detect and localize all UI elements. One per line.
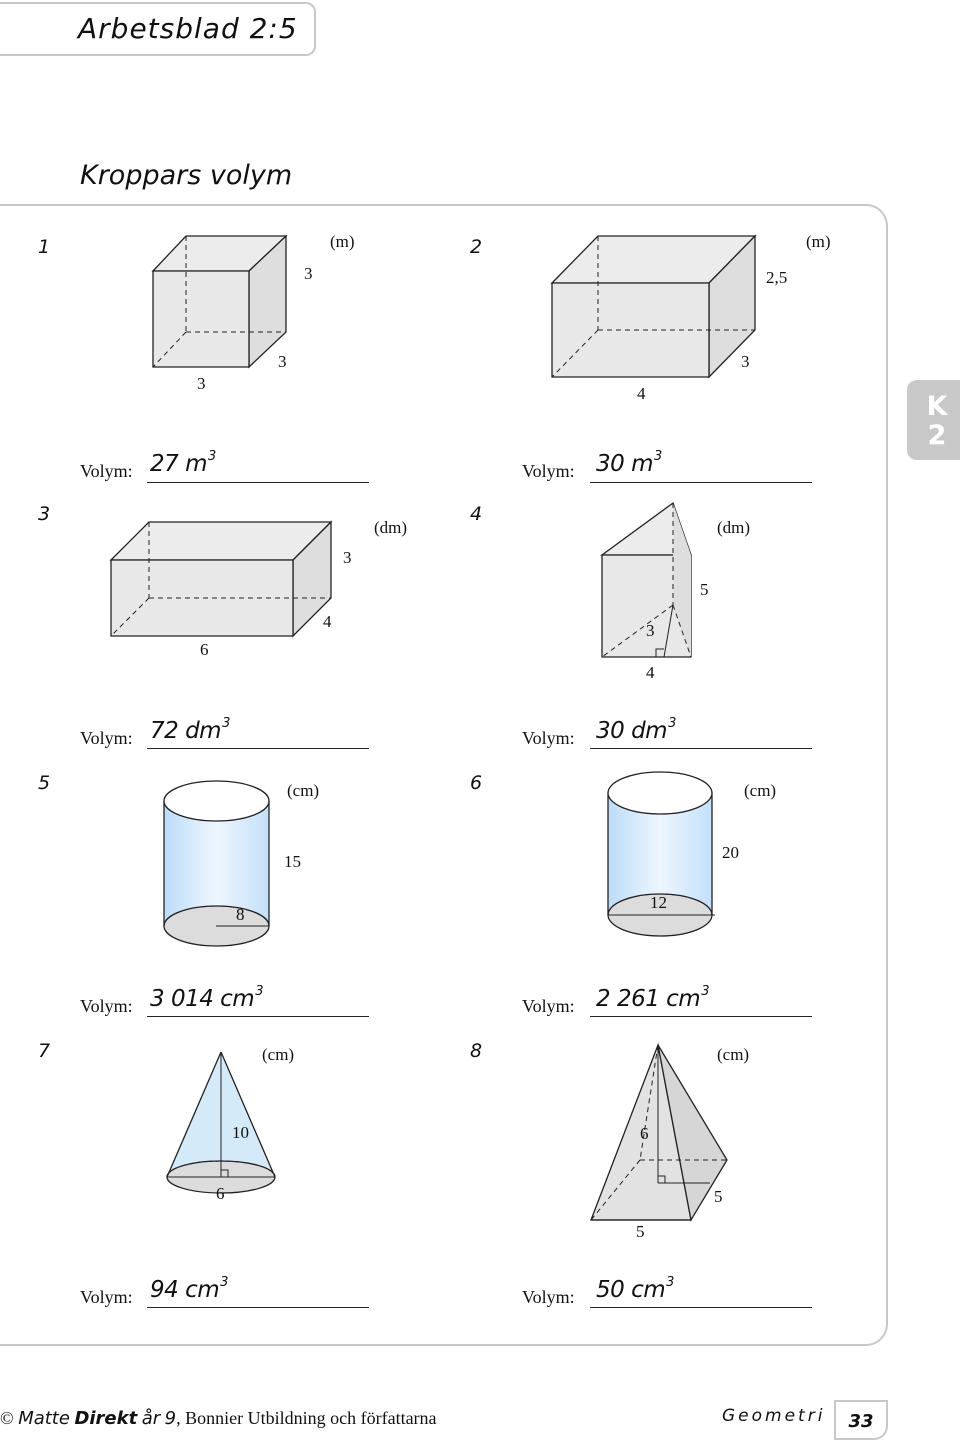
problem-5-answer: 3 014 $cm^3$ bbox=[150, 984, 263, 1012]
problem-7-height-label: 10 bbox=[232, 1123, 249, 1142]
problem-1-depth-label: 3 bbox=[278, 352, 287, 371]
problem-1-height-label: 3 bbox=[304, 264, 313, 283]
problem-8-side-label: 5 bbox=[714, 1187, 723, 1206]
problem-8-volume-label: Volym: bbox=[522, 1287, 575, 1307]
problem-8-unit: (cm) bbox=[717, 1045, 750, 1064]
problem-3-height-label: 3 bbox=[343, 548, 352, 567]
problem-5-height-label: 15 bbox=[284, 852, 301, 871]
footer-copyright: © Matte Direkt år 9, Bonnier Utbildning och författarna bbox=[0, 1408, 437, 1429]
problem-2-volume-label: Volym: bbox=[522, 461, 575, 481]
problem-3-answer: 72 $dm^3$ bbox=[150, 716, 230, 744]
page-number: 33 bbox=[848, 1411, 874, 1432]
problem-4-number: 4 bbox=[470, 503, 483, 525]
problem-6-height-label: 20 bbox=[722, 843, 739, 862]
problem-5-volume-label: Volym: bbox=[80, 996, 133, 1016]
problem-1-unit: (m) bbox=[330, 232, 355, 251]
problem-1-number: 1 bbox=[38, 236, 51, 258]
problem-3-volume-label: Volym: bbox=[80, 728, 133, 748]
problem-3-number: 3 bbox=[38, 503, 51, 525]
problem-8-height-label: 6 bbox=[640, 1124, 649, 1143]
problem-4-answer: 30 $dm^3$ bbox=[596, 716, 676, 744]
footer-subject: Geometri bbox=[722, 1406, 826, 1426]
page-heading: Kroppars volym bbox=[80, 160, 293, 191]
problem-6-answer: 2 261 $cm^3$ bbox=[596, 984, 709, 1012]
problem-7-unit: (cm) bbox=[262, 1045, 295, 1064]
chapter-tab-label: K 2 bbox=[926, 391, 948, 451]
problem-3-depth-label: 4 bbox=[323, 612, 332, 631]
problem-4-volume-label: Volym: bbox=[522, 728, 575, 748]
problem-8-number: 8 bbox=[470, 1040, 483, 1062]
problem-4-base-label: 4 bbox=[646, 663, 655, 682]
problem-8-answer: 50 $cm^3$ bbox=[596, 1275, 674, 1303]
problem-6-unit: (cm) bbox=[744, 781, 777, 800]
problem-1-answer: 27 $m^3$ bbox=[150, 449, 216, 477]
problem-3-unit: (dm) bbox=[374, 518, 408, 537]
problem-6-volume-label: Volym: bbox=[522, 996, 575, 1016]
problem-8-answer-line bbox=[590, 1307, 812, 1308]
problem-7-volume-label: Volym: bbox=[80, 1287, 133, 1307]
problem-7-answer: 94 $cm^3$ bbox=[150, 1275, 228, 1303]
problem-5-unit: (cm) bbox=[287, 781, 320, 800]
problem-4-length-label: 5 bbox=[700, 580, 709, 599]
problem-5-radius-label: 8 bbox=[236, 905, 245, 924]
problem-2-width-label: 4 bbox=[637, 384, 646, 403]
problem-2-answer: 30 $m^3$ bbox=[596, 449, 662, 477]
worksheet-title: Arbetsblad 2:5 bbox=[78, 12, 298, 45]
problem-2-height-label: 2,5 bbox=[766, 268, 788, 287]
problem-7-number: 7 bbox=[38, 1040, 51, 1062]
problem-5-number: 5 bbox=[38, 772, 51, 794]
problem-6-diameter-label: 12 bbox=[650, 893, 667, 912]
problem-2-depth-label: 3 bbox=[741, 352, 750, 371]
problem-4-height-label: 3 bbox=[646, 621, 655, 640]
problem-1-width-label: 3 bbox=[197, 374, 206, 393]
problem-8-base-label: 5 bbox=[636, 1222, 645, 1241]
problem-7-diameter-label: 6 bbox=[216, 1184, 225, 1203]
problem-1-volume-label: Volym: bbox=[80, 461, 133, 481]
problem-6-number: 6 bbox=[470, 772, 483, 794]
problem-2-number: 2 bbox=[470, 236, 483, 258]
problem-2-unit: (m) bbox=[806, 232, 831, 251]
problem-3-width-label: 6 bbox=[200, 640, 209, 659]
problem-4-unit: (dm) bbox=[717, 518, 751, 537]
